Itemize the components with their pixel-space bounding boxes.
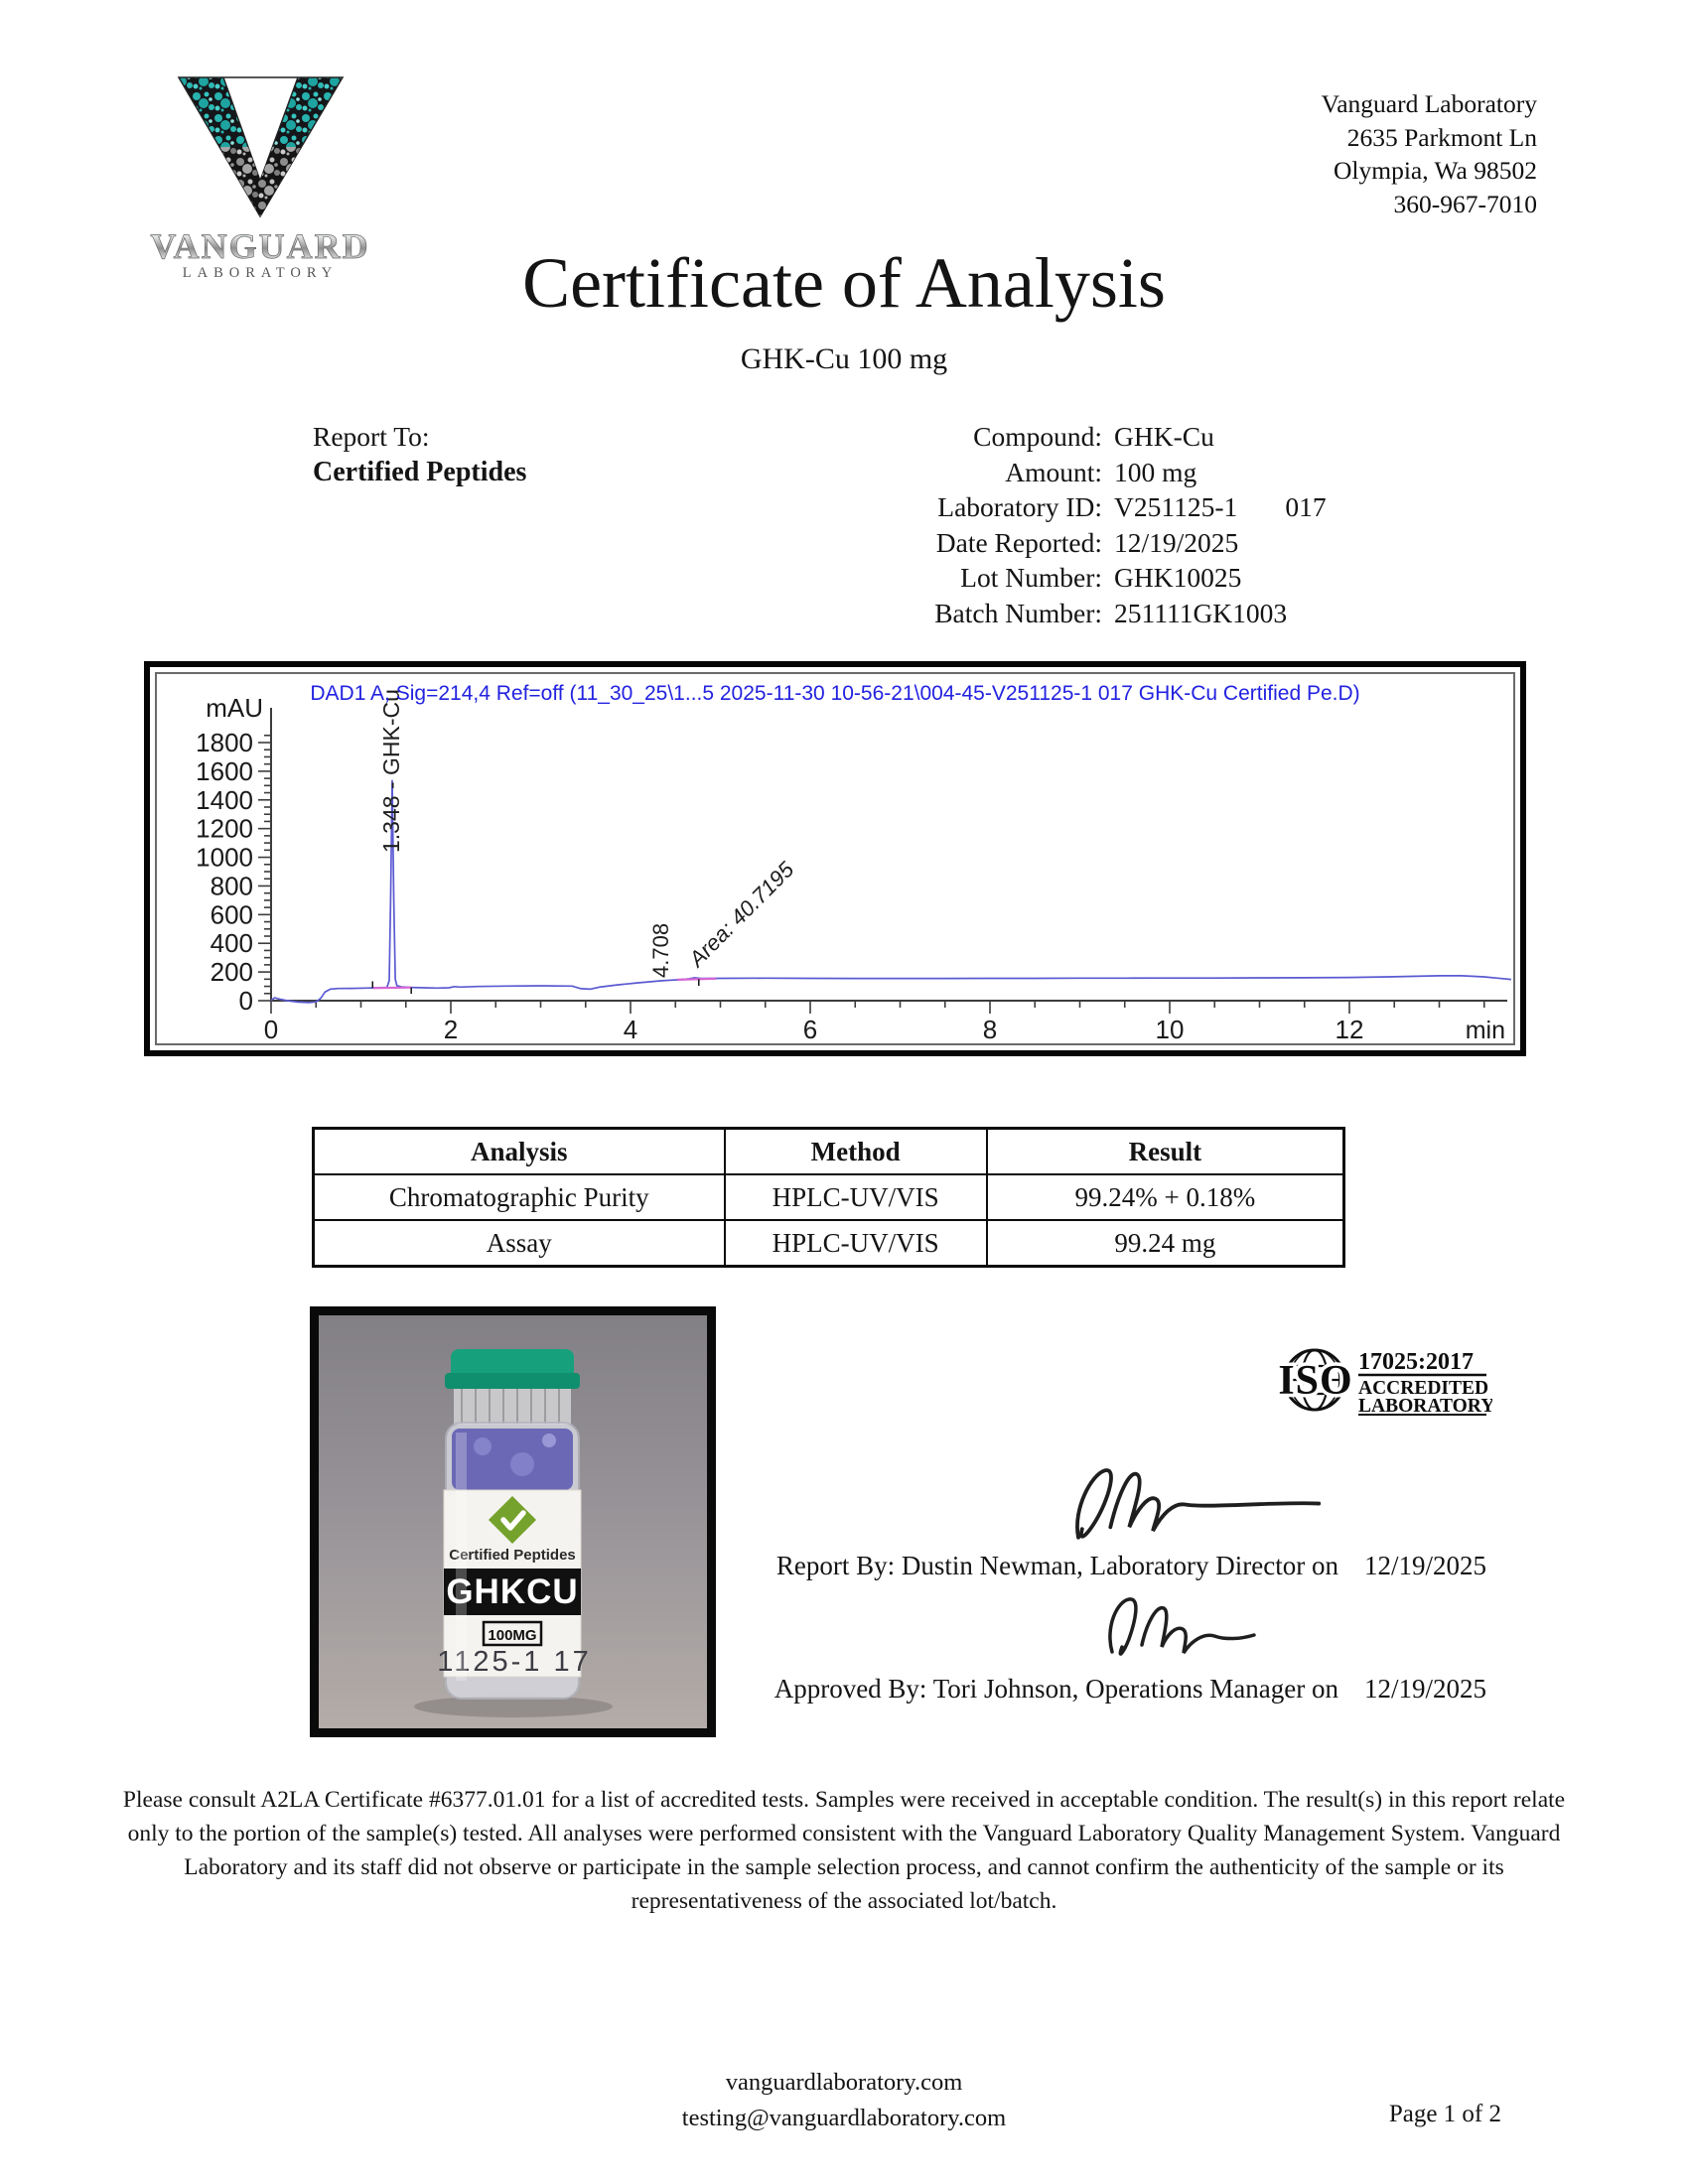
product-photo — [310, 1306, 716, 1737]
svg-text:0: 0 — [238, 986, 253, 1016]
chromatogram-title: DAD1 A, Sig=214,4 Ref=off (11_30_25\1...5 2025-11-30 10-56-21\004-45-V251125-1 017 GHK-Cu Certified Pe.D) — [310, 682, 1360, 705]
svg-text:0: 0 — [263, 1015, 279, 1043]
detail-value: GHK-Cu — [1114, 421, 1214, 452]
footer-website: vanguardlaboratory.com — [725, 2069, 963, 2096]
report-to-block — [313, 419, 526, 489]
detail-label: Laboratory ID: — [937, 491, 1102, 522]
iso-standard-text: 17025:2017 — [1358, 1349, 1474, 1375]
approved-by-signature — [1087, 1586, 1286, 1668]
svg-text:10: 10 — [1155, 1015, 1185, 1043]
svg-text:2: 2 — [443, 1015, 459, 1043]
chromatogram-box — [144, 661, 1526, 1056]
approved-by-text: Approved By: Tori Johnson, Operations Manager on — [774, 1674, 1338, 1704]
detail-label: Batch Number: — [934, 597, 1102, 628]
vial-photo-image — [319, 1315, 707, 1728]
vial-brand-text: Certified Peptides — [449, 1547, 576, 1564]
detail-row — [655, 525, 1470, 561]
iso-globe-icon — [1279, 1344, 1492, 1416]
report-by-signature — [1048, 1457, 1336, 1552]
minor-peak-rt-label: 4.708 — [648, 922, 674, 978]
vial-lot-print: 1125-1 17 — [437, 1646, 592, 1678]
detail-row — [655, 455, 1470, 490]
chromatogram-plot-area — [155, 672, 1515, 1045]
integration-baseline — [677, 979, 716, 980]
detail-label: Lot Number: — [960, 562, 1102, 593]
svg-text:1200: 1200 — [196, 813, 253, 844]
approved-by-line — [774, 1674, 1486, 1705]
vial-crimp-seal — [454, 1389, 571, 1425]
y-axis-label: mAU — [206, 693, 263, 723]
chromatogram-trace — [271, 780, 1511, 1003]
address-line: Vanguard Laboratory — [1321, 89, 1537, 118]
detail-row — [655, 560, 1470, 596]
page-number: Page 1 of 2 — [1388, 2101, 1501, 2127]
report-to-client: Certified Peptides — [313, 456, 527, 487]
results-table-row — [314, 1220, 1344, 1267]
detail-value: GHK10025 — [1114, 562, 1242, 593]
vial-product-text: GHKCU — [446, 1572, 579, 1611]
svg-text:6: 6 — [802, 1015, 818, 1043]
iso-accreditation-mark — [1279, 1344, 1492, 1416]
minor-peak-area-label: Area: 40.7195 — [683, 857, 799, 972]
results-table — [312, 1127, 1345, 1268]
report-by-line — [776, 1551, 1486, 1581]
results-column-header: Method — [725, 1129, 987, 1175]
results-table-header-row — [314, 1129, 1344, 1175]
svg-text:1000: 1000 — [196, 842, 253, 873]
results-table-row — [314, 1174, 1344, 1220]
detail-value: 12/19/2025 — [1114, 526, 1239, 558]
iso-text: ISO — [1279, 1358, 1353, 1404]
footer-email: testing@vanguardlaboratory.com — [681, 2105, 1007, 2131]
detail-row — [655, 419, 1470, 455]
address-line: Olympia, Wa 98502 — [1334, 156, 1537, 185]
results-table-cell: Chromatographic Purity — [314, 1174, 725, 1220]
detail-value: 100 mg — [1114, 456, 1197, 487]
iso-laboratory-text: LABORATORY — [1358, 1396, 1492, 1416]
report-to-label: Report To: — [313, 421, 430, 452]
svg-text:12: 12 — [1335, 1015, 1364, 1043]
svg-text:1600: 1600 — [196, 755, 253, 786]
detail-value: V251125-1 017 — [1114, 491, 1327, 522]
results-table-cell: HPLC-UV/VIS — [725, 1220, 987, 1267]
x-axis-label: min — [1465, 1017, 1505, 1043]
svg-text:8: 8 — [982, 1015, 998, 1043]
report-by-date: 12/19/2025 — [1363, 1551, 1486, 1580]
svg-text:400: 400 — [210, 928, 253, 959]
page-subtitle: GHK-Cu 100 mg — [740, 342, 948, 375]
svg-text:1800: 1800 — [196, 728, 253, 757]
iso-accredited-text: ACCREDITED — [1358, 1378, 1489, 1399]
logo-subtext: LABORATORY — [182, 265, 339, 281]
svg-text:4: 4 — [623, 1015, 638, 1043]
results-table-cell: HPLC-UV/VIS — [725, 1174, 987, 1220]
svg-text:600: 600 — [210, 899, 253, 930]
integration-baseline — [372, 988, 411, 989]
svg-text:800: 800 — [210, 871, 253, 901]
detail-label: Date Reported: — [935, 526, 1102, 558]
detail-label: Amount: — [1005, 456, 1102, 487]
detail-row — [655, 596, 1470, 631]
svg-text:200: 200 — [210, 957, 253, 988]
detail-value: 251111GK1003 — [1114, 597, 1288, 628]
results-table-cell: Assay — [314, 1220, 725, 1267]
lab-address-block — [1322, 87, 1537, 220]
vial — [437, 1349, 591, 1699]
chromatogram-chart — [157, 674, 1513, 1043]
results-table-cell: 99.24 mg — [987, 1220, 1344, 1267]
main-peak-label: 1.348 - GHK-Cu — [377, 689, 404, 853]
page-title: Certificate of Analysis — [522, 243, 1166, 323]
results-column-header: Analysis — [314, 1129, 725, 1175]
logo-wordmark: VANGUARD — [150, 226, 370, 266]
results-table-cell: 99.24% + 0.18% — [987, 1174, 1344, 1220]
approved-by-date: 12/19/2025 — [1363, 1674, 1486, 1704]
address-line: 360-967-7010 — [1393, 189, 1537, 218]
detail-label: Compound: — [973, 421, 1102, 452]
svg-text:1400: 1400 — [196, 784, 253, 815]
results-column-header: Result — [987, 1129, 1344, 1175]
disclaimer-text: Please consult A2LA Certificate #6377.01.01 for a list of accredited tests. Samples were received in acceptable condition. The result(s) in this report relate only to the portion of the sample(s) tested. All analyses were performed consistent with the Vanguard Laboratory Quality Management System. Vanguard Laboratory and its staff did not observe or participate in the sample selection process, and cannot confirm the authenticity of the sample or its representativeness of the associated lot/batch. — [122, 1787, 1566, 1914]
address-line: 2635 Parkmont Ln — [1346, 122, 1537, 152]
report-by-text: Report By: Dustin Newman, Laboratory Director on — [775, 1551, 1338, 1580]
detail-row — [655, 489, 1470, 525]
vial-strength-text: 100MG — [488, 1627, 537, 1644]
sample-details — [655, 419, 1470, 630]
